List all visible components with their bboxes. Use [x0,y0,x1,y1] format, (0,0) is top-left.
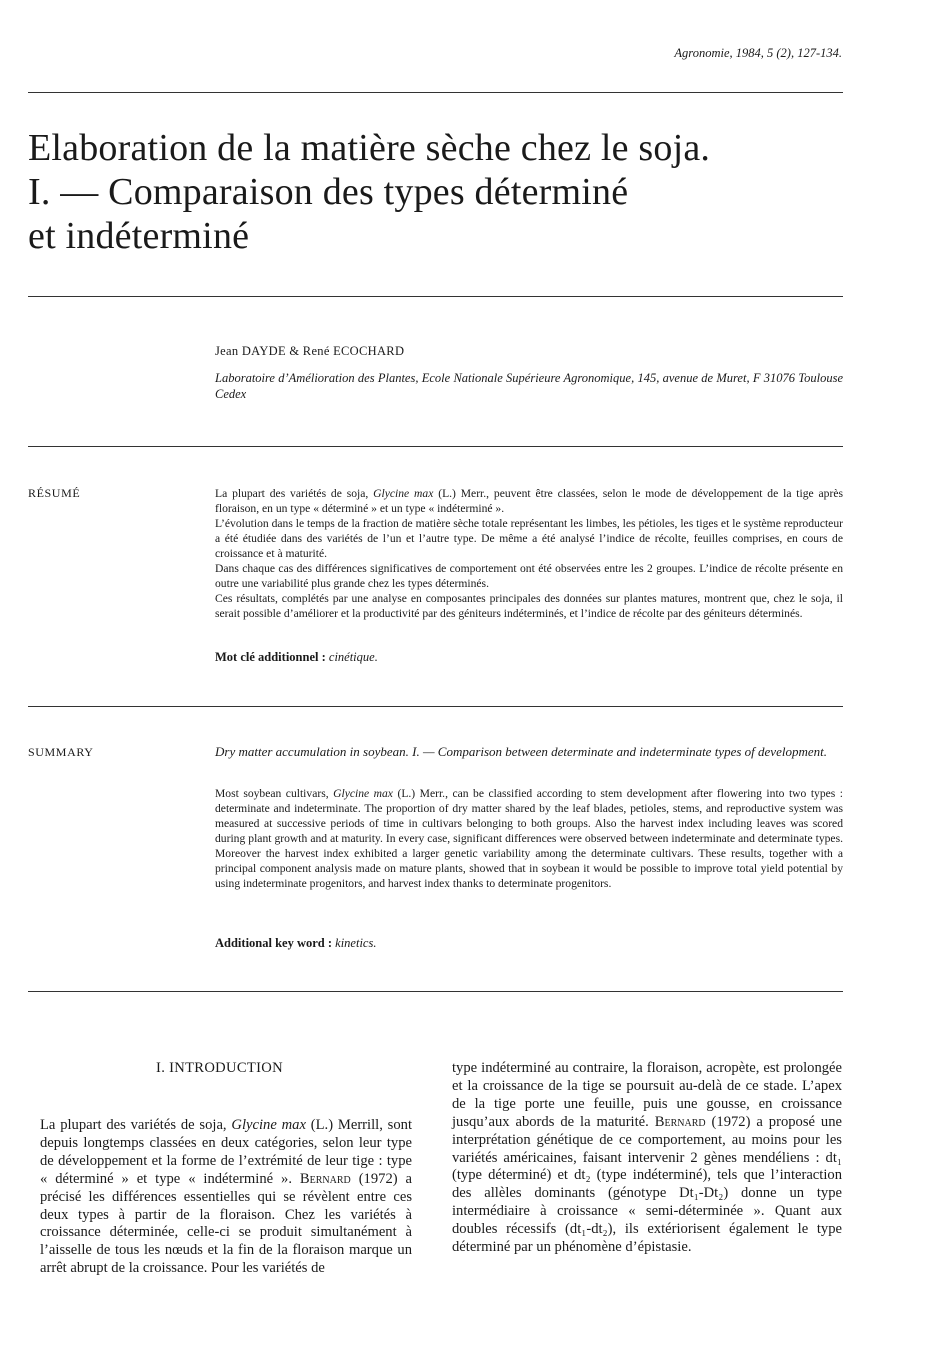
intro-right-column [452,1060,842,1257]
resume-paragraph [215,486,843,516]
introduction-heading: I. INTRODUCTION [156,1060,283,1076]
keyword-label: Mot clé additionnel : [215,650,326,664]
intro-text: type indéterminé au contraire, la floraison, acropète, est prolongée et la croissance de la tige se poursuit au-delà de ce stade. L’apex de la tige porte une feuille, puis une gousse, en croissance jusqu’aux abords de la maturité. [452,1060,842,1130]
summary-label: SUMMARY [28,745,94,759]
intro-text: (L.) Merrill, sont depuis longtemps classées en deux catégories, selon leur type de développement et la forme de l’extrémité de leur tige : type « déterminé » et type « indéterminé ». [40,1117,412,1187]
species-name: Glycine max [373,487,434,500]
title-line-2: I. — Comparaison des types déterminé [28,171,629,213]
intro-text: (1972) a précisé les différences essentielles qui se révèlent entre ces deux types à partir de la floraison. Chez les variétés à croissance déterminée, celle-ci se produit simultanément à l’aisselle de tous les nœuds et la fin de la floraison marque un arrêt abrupt de la croissance. Pour les variétés de [40,1170,412,1277]
article-title [28,126,908,258]
intro-paragraph [40,1117,412,1278]
authors-rule [28,446,843,447]
resume-text: La plupart des variétés de soja, [215,487,369,500]
intro-left-column [40,1117,412,1278]
keyword-value: cinétique. [328,650,378,664]
species-name: Glycine max [231,1117,306,1133]
title-line-3: et indéterminé [28,215,250,257]
resume-paragraph: Dans chaque cas des différences significatives de comportement ont été observées entre les 2 groupes. L’indice de récolte présente en outre une variabilité plus grande chez les types déterminés. [215,562,843,590]
summary-body [215,786,843,891]
resume-text: (L.) Merr., peuvent être classées, selon le mode de développement de la tige après floraison, en un type « déterminé » et un type « indéterminé ». [215,487,843,515]
cited-author: Bernard [299,1170,351,1187]
journal-name: Agronomie, [674,46,733,60]
summary-title: Dry matter accumulation in soybean. I. — Comparison between determinate and indeterminate types of development. [215,744,827,759]
summary-keywords [215,936,376,951]
keyword-label: Additional key word : [215,936,333,950]
resume-body [215,486,843,621]
intro-text: La plupart des variétés de soja, [40,1117,227,1133]
resume-paragraph: Ces résultats, complétés par une analyse en composantes principales des données sur plantes matures, montrent que, chez le soja, il serait possible d’améliorer et la productivité par des géniteurs indéterminés, et l’indice de récolte par des géniteurs déterminés. [215,592,843,620]
journal-volume: 1984, 5 (2), 127-134. [735,46,842,60]
intro-text: (1972) a proposé une interprétation génétique de ce comportement, au moins pour les variétés américaines, faisant intervenir 2 gènes mendéliens : dt₁ (type déterminé) et dt₂ (type indéterminé), tels que l’interaction des allèles dominants (génotype Dt₁-Dt₂) donne un type intermédiaire à croissance « semi-déterminée ». Quant aux doubles récessifs (dt₁-dt₂), ils extériorisent également le type déterminé par un phénomène d’épistasie. [452,1113,842,1256]
authors: Jean DAYDE & René ECOCHARD [215,344,405,358]
intro-paragraph [452,1060,842,1257]
journal-citation [674,46,842,61]
resume-label: RÉSUMÉ [28,486,81,500]
resume-rule [28,706,843,707]
keyword-value: kinetics. [335,936,377,950]
summary-text: Most soybean cultivars, [215,787,329,800]
title-rule [28,296,843,297]
summary-text: (L.) Merr., can be classified according to stem development after flowering into two types : determinate and indeterminate. The proportion of dry matter shared by the leaf blades, petioles, stems, and reproductive system was measured at successive periods of time in cultivars belonging to both groups. Also the harvest index including leaves was scored during plant growth and at maturity. In every case, significant differences were observed between indeterminate and determinate types. Moreover the harvest index exhibited a larger genetic variability among the determinate cultivars. These results, together with a principal component analysis made on mature plants, showed that in soybean it would be possible to improve total yield potential by using indeterminate progenitors, and harvest index thanks to determinate progenitors. [215,787,843,890]
header-rule [28,92,843,93]
resume-keywords [215,650,378,665]
summary-rule [28,991,843,992]
affiliation: Laboratoire d’Amélioration des Plantes, Ecole Nationale Supérieure Agronomique, 145, avenue de Muret, F 31076 Toulouse Cedex [215,371,843,401]
cited-author: Bernard [654,1113,706,1130]
species-name: Glycine max [333,787,393,800]
summary-paragraph [215,786,843,891]
resume-paragraph: L’évolution dans le temps de la fraction de matière sèche totale représentant les limbes, les pétioles, les tiges et le système reproducteur a été étudiée dans des variétés de l’un et l’autre type. De même a été analysé l’indice de récolte, feuilles comprises, en cours de croissance et à maturité. [215,517,843,560]
title-line-1: Elaboration de la matière sèche chez le soja. [28,127,711,169]
